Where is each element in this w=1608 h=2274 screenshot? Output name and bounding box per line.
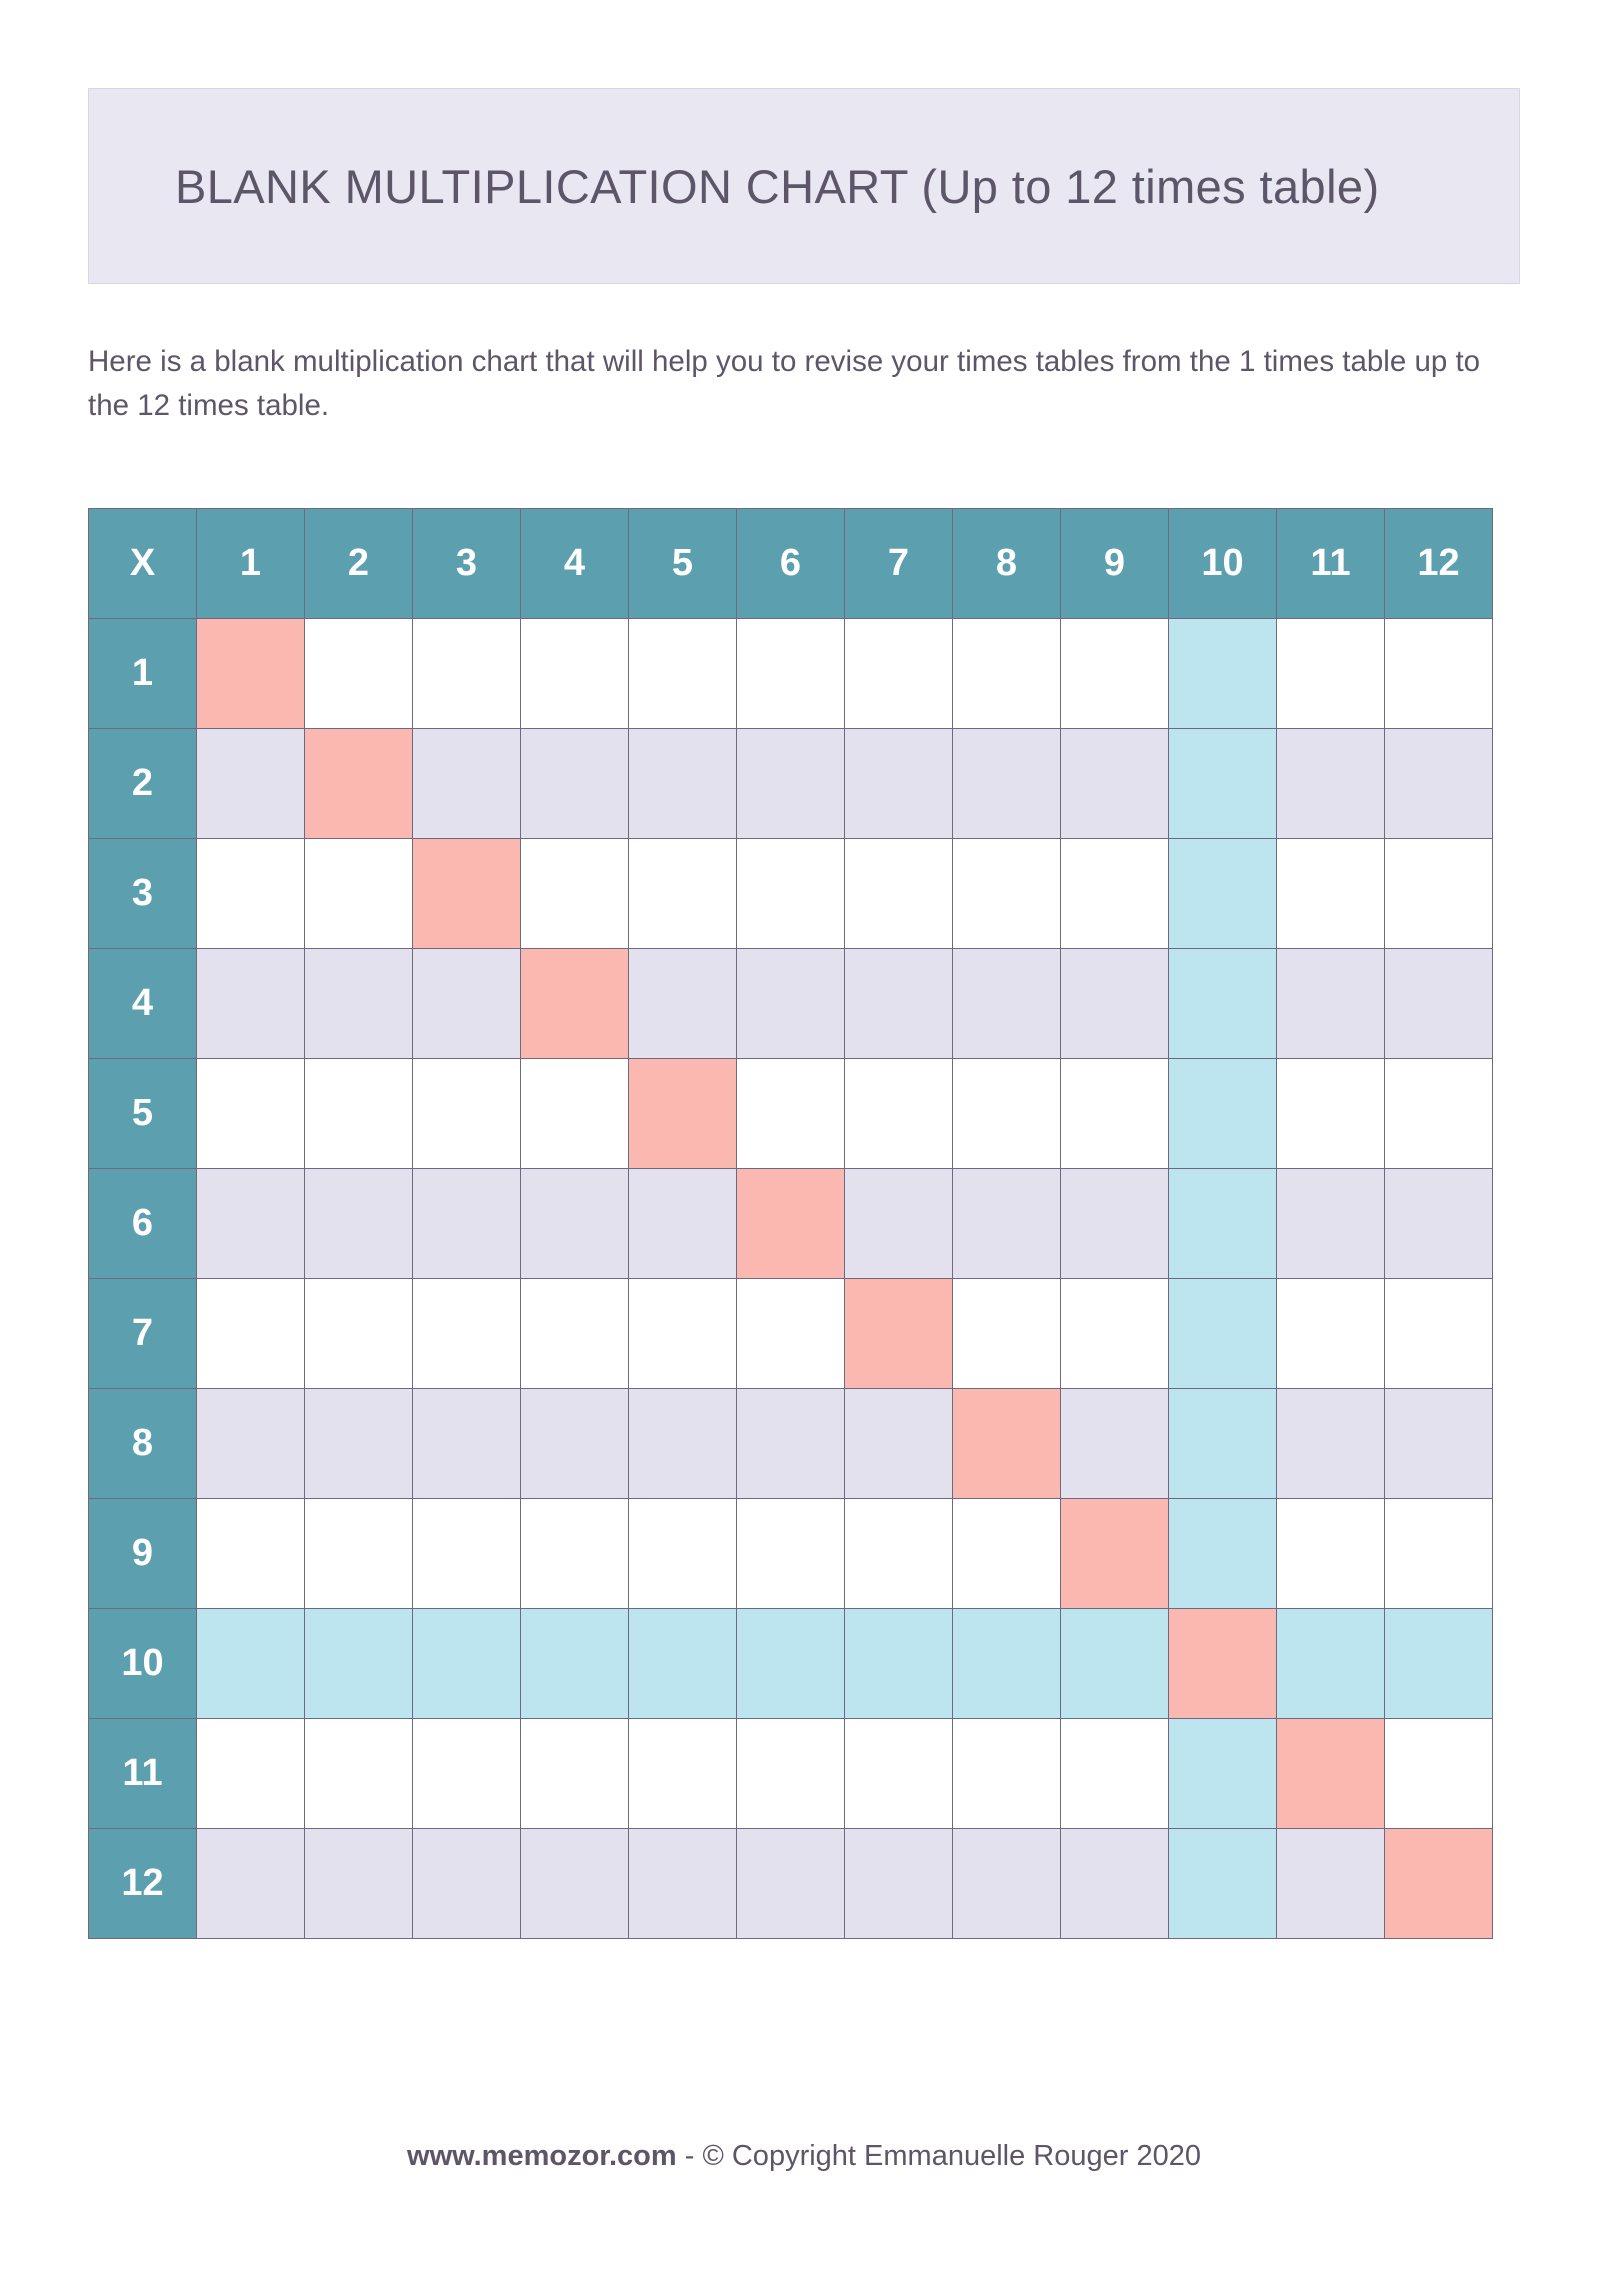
answer-cell-7x8[interactable] [953,1279,1061,1389]
answer-cell-9x10[interactable] [1169,1499,1277,1609]
answer-cell-3x11[interactable] [1277,839,1385,949]
table-row [89,839,1493,949]
answer-cell-4x11[interactable] [1277,949,1385,1059]
answer-cell-4x6[interactable] [737,949,845,1059]
answer-cell-2x8[interactable] [953,729,1061,839]
answer-cell-9x12[interactable] [1385,1499,1493,1609]
answer-cell-6x2[interactable] [305,1169,413,1279]
answer-cell-6x4[interactable] [521,1169,629,1279]
multiplication-table [88,508,1493,1939]
answer-cell-8x1[interactable] [197,1389,305,1499]
answer-cell-12x4[interactable] [521,1829,629,1939]
row-header-8: 8 [89,1389,197,1499]
answer-cell-10x8[interactable] [953,1609,1061,1719]
row-header-6: 6 [89,1169,197,1279]
column-header-1: 1 [197,509,305,619]
answer-cell-6x1[interactable] [197,1169,305,1279]
column-header-5: 5 [629,509,737,619]
answer-cell-11x1[interactable] [197,1719,305,1829]
answer-cell-9x11[interactable] [1277,1499,1385,1609]
answer-cell-6x5[interactable] [629,1169,737,1279]
answer-cell-10x2[interactable] [305,1609,413,1719]
answer-cell-10x10[interactable] [1169,1609,1277,1719]
row-header-10: 10 [89,1609,197,1719]
answer-cell-4x12[interactable] [1385,949,1493,1059]
answer-cell-12x12[interactable] [1385,1829,1493,1939]
answer-cell-2x1[interactable] [197,729,305,839]
answer-cell-5x3[interactable] [413,1059,521,1169]
answer-cell-7x3[interactable] [413,1279,521,1389]
answer-cell-10x6[interactable] [737,1609,845,1719]
answer-cell-1x5[interactable] [629,619,737,729]
column-header-11: 11 [1277,509,1385,619]
answer-cell-3x4[interactable] [521,839,629,949]
answer-cell-3x12[interactable] [1385,839,1493,949]
answer-cell-7x2[interactable] [305,1279,413,1389]
answer-cell-3x1[interactable] [197,839,305,949]
answer-cell-10x12[interactable] [1385,1609,1493,1719]
page-title-banner [88,88,1520,284]
answer-cell-12x9[interactable] [1061,1829,1169,1939]
answer-cell-6x6[interactable] [737,1169,845,1279]
footer-site[interactable]: www.memozor.com [407,2140,677,2172]
answer-cell-9x3[interactable] [413,1499,521,1609]
table-row [89,949,1493,1059]
answer-cell-10x5[interactable] [629,1609,737,1719]
answer-cell-4x10[interactable] [1169,949,1277,1059]
answer-cell-7x10[interactable] [1169,1279,1277,1389]
answer-cell-5x2[interactable] [305,1059,413,1169]
table-row [89,729,1493,839]
answer-cell-8x4[interactable] [521,1389,629,1499]
answer-cell-2x6[interactable] [737,729,845,839]
answer-cell-7x5[interactable] [629,1279,737,1389]
row-header-9: 9 [89,1499,197,1609]
column-header-2: 2 [305,509,413,619]
answer-cell-6x12[interactable] [1385,1169,1493,1279]
answer-cell-1x7[interactable] [845,619,953,729]
multiplication-chart [88,508,1493,1939]
answer-cell-12x1[interactable] [197,1829,305,1939]
table-row [89,1059,1493,1169]
answer-cell-8x6[interactable] [737,1389,845,1499]
answer-cell-1x4[interactable] [521,619,629,729]
answer-cell-7x7[interactable] [845,1279,953,1389]
answer-cell-5x6[interactable] [737,1059,845,1169]
answer-cell-8x12[interactable] [1385,1389,1493,1499]
answer-cell-1x1[interactable] [197,619,305,729]
answer-cell-11x10[interactable] [1169,1719,1277,1829]
answer-cell-7x6[interactable] [737,1279,845,1389]
table-row [89,1829,1493,1939]
answer-cell-12x10[interactable] [1169,1829,1277,1939]
row-header-11: 11 [89,1719,197,1829]
answer-cell-8x7[interactable] [845,1389,953,1499]
footer-credit [0,2140,1608,2173]
answer-cell-2x3[interactable] [413,729,521,839]
answer-cell-4x8[interactable] [953,949,1061,1059]
answer-cell-4x7[interactable] [845,949,953,1059]
answer-cell-6x7[interactable] [845,1169,953,1279]
answer-cell-2x5[interactable] [629,729,737,839]
answer-cell-7x4[interactable] [521,1279,629,1389]
answer-cell-8x9[interactable] [1061,1389,1169,1499]
answer-cell-3x6[interactable] [737,839,845,949]
footer-copyright: - © Copyright Emmanuelle Rouger 2020 [676,2140,1201,2172]
answer-cell-2x12[interactable] [1385,729,1493,839]
column-header-12: 12 [1385,509,1493,619]
answer-cell-3x3[interactable] [413,839,521,949]
answer-cell-1x12[interactable] [1385,619,1493,729]
answer-cell-1x9[interactable] [1061,619,1169,729]
column-header-3: 3 [413,509,521,619]
answer-cell-1x3[interactable] [413,619,521,729]
answer-cell-10x9[interactable] [1061,1609,1169,1719]
answer-cell-5x1[interactable] [197,1059,305,1169]
answer-cell-9x7[interactable] [845,1499,953,1609]
table-header-row [89,509,1493,619]
answer-cell-2x7[interactable] [845,729,953,839]
answer-cell-3x10[interactable] [1169,839,1277,949]
intro-paragraph: Here is a blank multiplication chart that will help you to revise your times tables from the 1 times table up to the 12 times table. [88,345,1481,423]
answer-cell-12x3[interactable] [413,1829,521,1939]
answer-cell-7x11[interactable] [1277,1279,1385,1389]
answer-cell-2x11[interactable] [1277,729,1385,839]
answer-cell-4x2[interactable] [305,949,413,1059]
column-header-7: 7 [845,509,953,619]
answer-cell-4x4[interactable] [521,949,629,1059]
answer-cell-8x11[interactable] [1277,1389,1385,1499]
column-header-6: 6 [737,509,845,619]
answer-cell-6x3[interactable] [413,1169,521,1279]
answer-cell-10x7[interactable] [845,1609,953,1719]
answer-cell-12x5[interactable] [629,1829,737,1939]
answer-cell-1x8[interactable] [953,619,1061,729]
answer-cell-11x3[interactable] [413,1719,521,1829]
answer-cell-9x8[interactable] [953,1499,1061,1609]
table-row [89,1169,1493,1279]
answer-cell-11x11[interactable] [1277,1719,1385,1829]
column-header-4: 4 [521,509,629,619]
answer-cell-7x1[interactable] [197,1279,305,1389]
answer-cell-10x3[interactable] [413,1609,521,1719]
answer-cell-12x6[interactable] [737,1829,845,1939]
row-header-12: 12 [89,1829,197,1939]
answer-cell-3x9[interactable] [1061,839,1169,949]
table-row [89,619,1493,729]
corner-operator-cell: X [89,509,197,619]
answer-cell-2x10[interactable] [1169,729,1277,839]
answer-cell-4x1[interactable] [197,949,305,1059]
answer-cell-4x9[interactable] [1061,949,1169,1059]
answer-cell-1x11[interactable] [1277,619,1385,729]
table-row [89,1279,1493,1389]
answer-cell-9x1[interactable] [197,1499,305,1609]
answer-cell-5x8[interactable] [953,1059,1061,1169]
answer-cell-8x3[interactable] [413,1389,521,1499]
table-row [89,1719,1493,1829]
answer-cell-9x4[interactable] [521,1499,629,1609]
answer-cell-5x5[interactable] [629,1059,737,1169]
answer-cell-12x2[interactable] [305,1829,413,1939]
answer-cell-11x7[interactable] [845,1719,953,1829]
answer-cell-9x6[interactable] [737,1499,845,1609]
answer-cell-3x5[interactable] [629,839,737,949]
column-header-9: 9 [1061,509,1169,619]
answer-cell-11x12[interactable] [1385,1719,1493,1829]
answer-cell-2x9[interactable] [1061,729,1169,839]
row-header-7: 7 [89,1279,197,1389]
answer-cell-1x6[interactable] [737,619,845,729]
answer-cell-3x2[interactable] [305,839,413,949]
answer-cell-6x10[interactable] [1169,1169,1277,1279]
page-title: BLANK MULTIPLICATION CHART (Up to 12 times table) [175,159,1380,213]
answer-cell-10x4[interactable] [521,1609,629,1719]
row-header-2: 2 [89,729,197,839]
answer-cell-7x9[interactable] [1061,1279,1169,1389]
answer-cell-2x4[interactable] [521,729,629,839]
answer-cell-6x8[interactable] [953,1169,1061,1279]
answer-cell-6x9[interactable] [1061,1169,1169,1279]
answer-cell-9x5[interactable] [629,1499,737,1609]
answer-cell-12x11[interactable] [1277,1829,1385,1939]
answer-cell-11x9[interactable] [1061,1719,1169,1829]
answer-cell-11x6[interactable] [737,1719,845,1829]
answer-cell-8x2[interactable] [305,1389,413,1499]
row-header-4: 4 [89,949,197,1059]
answer-cell-3x8[interactable] [953,839,1061,949]
answer-cell-4x3[interactable] [413,949,521,1059]
answer-cell-11x2[interactable] [305,1719,413,1829]
answer-cell-8x8[interactable] [953,1389,1061,1499]
column-header-10: 10 [1169,509,1277,619]
answer-cell-2x2[interactable] [305,729,413,839]
answer-cell-8x5[interactable] [629,1389,737,1499]
answer-cell-7x12[interactable] [1385,1279,1493,1389]
answer-cell-4x5[interactable] [629,949,737,1059]
row-header-1: 1 [89,619,197,729]
answer-cell-11x4[interactable] [521,1719,629,1829]
answer-cell-1x10[interactable] [1169,619,1277,729]
answer-cell-5x11[interactable] [1277,1059,1385,1169]
answer-cell-3x7[interactable] [845,839,953,949]
answer-cell-11x8[interactable] [953,1719,1061,1829]
answer-cell-5x4[interactable] [521,1059,629,1169]
column-header-8: 8 [953,509,1061,619]
answer-cell-9x2[interactable] [305,1499,413,1609]
answer-cell-5x12[interactable] [1385,1059,1493,1169]
answer-cell-5x10[interactable] [1169,1059,1277,1169]
table-row [89,1389,1493,1499]
answer-cell-9x9[interactable] [1061,1499,1169,1609]
answer-cell-12x7[interactable] [845,1829,953,1939]
row-header-3: 3 [89,839,197,949]
answer-cell-5x7[interactable] [845,1059,953,1169]
answer-cell-8x10[interactable] [1169,1389,1277,1499]
answer-cell-5x9[interactable] [1061,1059,1169,1169]
answer-cell-1x2[interactable] [305,619,413,729]
answer-cell-10x1[interactable] [197,1609,305,1719]
table-row [89,1609,1493,1719]
answer-cell-6x11[interactable] [1277,1169,1385,1279]
answer-cell-11x5[interactable] [629,1719,737,1829]
answer-cell-10x11[interactable] [1277,1609,1385,1719]
table-row [89,1499,1493,1609]
answer-cell-12x8[interactable] [953,1829,1061,1939]
row-header-5: 5 [89,1059,197,1169]
